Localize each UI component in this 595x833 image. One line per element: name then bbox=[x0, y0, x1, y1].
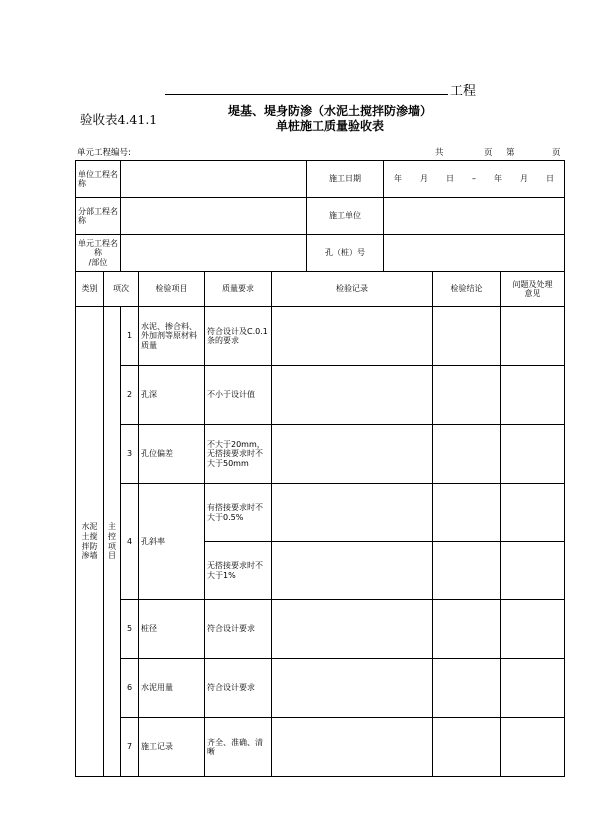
col-issues bbox=[501, 272, 565, 307]
col-issues-line2: 意见 bbox=[524, 289, 541, 298]
page-total-label: 共 bbox=[435, 148, 444, 158]
main-control-line: 主 bbox=[108, 522, 116, 532]
project-name-line[interactable] bbox=[165, 94, 448, 95]
form-code: 验收表4.41.1 bbox=[80, 112, 158, 127]
table-row bbox=[76, 484, 565, 542]
sub-project-name-label: 分部工程名称 bbox=[76, 198, 121, 235]
col-item-no: 项次 bbox=[104, 272, 139, 307]
item-requirement: 无搭接要求时不大于1% bbox=[205, 542, 272, 600]
col-category: 类别 bbox=[76, 272, 104, 307]
category-line: 土搅 bbox=[81, 531, 98, 541]
category-line: 拌防 bbox=[81, 541, 98, 551]
col-quality-requirement: 质量要求 bbox=[205, 272, 272, 307]
date-year: 年 bbox=[394, 174, 402, 184]
sub-project-row bbox=[76, 198, 565, 235]
item-name: 施工记录 bbox=[139, 718, 205, 777]
item-record[interactable] bbox=[272, 366, 433, 425]
form-subtitle: 单桩施工质量验收表 bbox=[275, 119, 384, 133]
unit-project-name-value[interactable] bbox=[121, 161, 307, 198]
item-issues[interactable] bbox=[501, 366, 565, 425]
construction-date-label: 施工日期 bbox=[307, 161, 384, 198]
item-conclusion[interactable] bbox=[433, 307, 501, 366]
category-line: 渗墙 bbox=[81, 551, 98, 561]
item-no: 4 bbox=[121, 484, 139, 600]
item-conclusion[interactable] bbox=[433, 718, 501, 777]
item-issues[interactable] bbox=[501, 600, 565, 659]
item-record[interactable] bbox=[272, 425, 433, 484]
item-record[interactable] bbox=[272, 659, 433, 718]
item-name: 水泥、掺合料、外加剂等原材料质量 bbox=[139, 307, 205, 366]
item-issues[interactable] bbox=[501, 659, 565, 718]
item-issues[interactable] bbox=[501, 484, 565, 542]
item-no: 2 bbox=[121, 366, 139, 425]
table-row bbox=[76, 600, 565, 659]
item-conclusion[interactable] bbox=[433, 484, 501, 542]
item-conclusion[interactable] bbox=[433, 425, 501, 484]
unit-project-row bbox=[76, 161, 565, 198]
hole-no-label: 孔（桩）号 bbox=[307, 235, 384, 272]
item-no: 3 bbox=[121, 425, 139, 484]
category-cell bbox=[76, 307, 104, 777]
col-inspection-item: 检验项目 bbox=[139, 272, 205, 307]
unit-project-name-label: 单位工程名称 bbox=[76, 161, 121, 198]
element-project-name-value[interactable] bbox=[121, 235, 307, 272]
date-month-2: 月 bbox=[520, 174, 528, 184]
item-no: 1 bbox=[121, 307, 139, 366]
item-record[interactable] bbox=[272, 718, 433, 777]
main-control-line: 目 bbox=[108, 551, 116, 561]
item-issues[interactable] bbox=[501, 425, 565, 484]
date-dash: – bbox=[472, 174, 476, 184]
sub-project-name-value[interactable] bbox=[121, 198, 307, 235]
date-year-2: 年 bbox=[494, 174, 502, 184]
item-conclusion[interactable] bbox=[433, 542, 501, 600]
category-line: 水泥 bbox=[81, 522, 98, 532]
table-row bbox=[76, 366, 565, 425]
col-inspection-conclusion: 检验结论 bbox=[433, 272, 501, 307]
main-control-line: 控 bbox=[108, 531, 116, 541]
item-name: 水泥用量 bbox=[139, 659, 205, 718]
item-no: 6 bbox=[121, 659, 139, 718]
project-suffix: 工程 bbox=[450, 84, 477, 99]
item-record[interactable] bbox=[272, 484, 433, 542]
item-requirement: 齐全、准确、清晰 bbox=[205, 718, 272, 777]
item-no: 5 bbox=[121, 600, 139, 659]
item-record[interactable] bbox=[272, 600, 433, 659]
hole-no-value[interactable] bbox=[384, 235, 565, 272]
element-project-label-1: 单元工程名称 bbox=[78, 239, 118, 258]
item-conclusion[interactable] bbox=[433, 366, 501, 425]
date-day: 日 bbox=[446, 174, 454, 184]
element-project-name-label bbox=[76, 235, 121, 272]
item-requirement: 有搭接要求时不大于0.5% bbox=[205, 484, 272, 542]
table-row bbox=[76, 659, 565, 718]
form-title: 堤基、堤身防渗（水泥土搅拌防渗墙） bbox=[227, 104, 432, 118]
column-header-row bbox=[76, 272, 565, 307]
table-row bbox=[76, 718, 565, 777]
item-requirement: 符合设计要求 bbox=[205, 600, 272, 659]
item-name: 孔斜率 bbox=[139, 484, 205, 600]
page-no-label: 第 bbox=[506, 148, 515, 158]
date-month: 月 bbox=[420, 174, 428, 184]
item-name: 孔位偏差 bbox=[139, 425, 205, 484]
table-row bbox=[76, 425, 565, 484]
main-control-line: 项 bbox=[108, 541, 116, 551]
main-control-cell bbox=[104, 307, 121, 777]
construction-date-value[interactable] bbox=[384, 161, 565, 198]
item-issues[interactable] bbox=[501, 307, 565, 366]
item-record[interactable] bbox=[272, 542, 433, 600]
date-day-2: 日 bbox=[546, 174, 554, 184]
table-row bbox=[76, 307, 565, 366]
page-label: 页 bbox=[484, 148, 493, 158]
item-requirement: 符合设计要求 bbox=[205, 659, 272, 718]
item-name: 孔深 bbox=[139, 366, 205, 425]
col-issues-line1: 问题及处理 bbox=[512, 279, 553, 289]
page-label-2: 页 bbox=[552, 148, 561, 158]
construction-unit-value[interactable] bbox=[384, 198, 565, 235]
element-project-row bbox=[76, 235, 565, 272]
element-project-label-2: /部位 bbox=[88, 257, 108, 267]
item-no: 7 bbox=[121, 718, 139, 777]
item-conclusion[interactable] bbox=[433, 600, 501, 659]
inspection-form-table bbox=[75, 160, 565, 777]
item-issues[interactable] bbox=[501, 542, 565, 600]
item-conclusion[interactable] bbox=[433, 659, 501, 718]
item-requirement: 不大于20mm，无搭接要求时不大于50mm bbox=[205, 425, 272, 484]
unit-project-no-label: 单元工程编号: bbox=[77, 148, 131, 158]
item-issues[interactable] bbox=[501, 718, 565, 777]
item-name: 桩径 bbox=[139, 600, 205, 659]
item-requirement: 不小于设计值 bbox=[205, 366, 272, 425]
col-inspection-record: 检验记录 bbox=[272, 272, 433, 307]
item-record[interactable] bbox=[272, 307, 433, 366]
construction-unit-label: 施工单位 bbox=[307, 198, 384, 235]
item-requirement: 符合设计及C.0.1条的要求 bbox=[205, 307, 272, 366]
